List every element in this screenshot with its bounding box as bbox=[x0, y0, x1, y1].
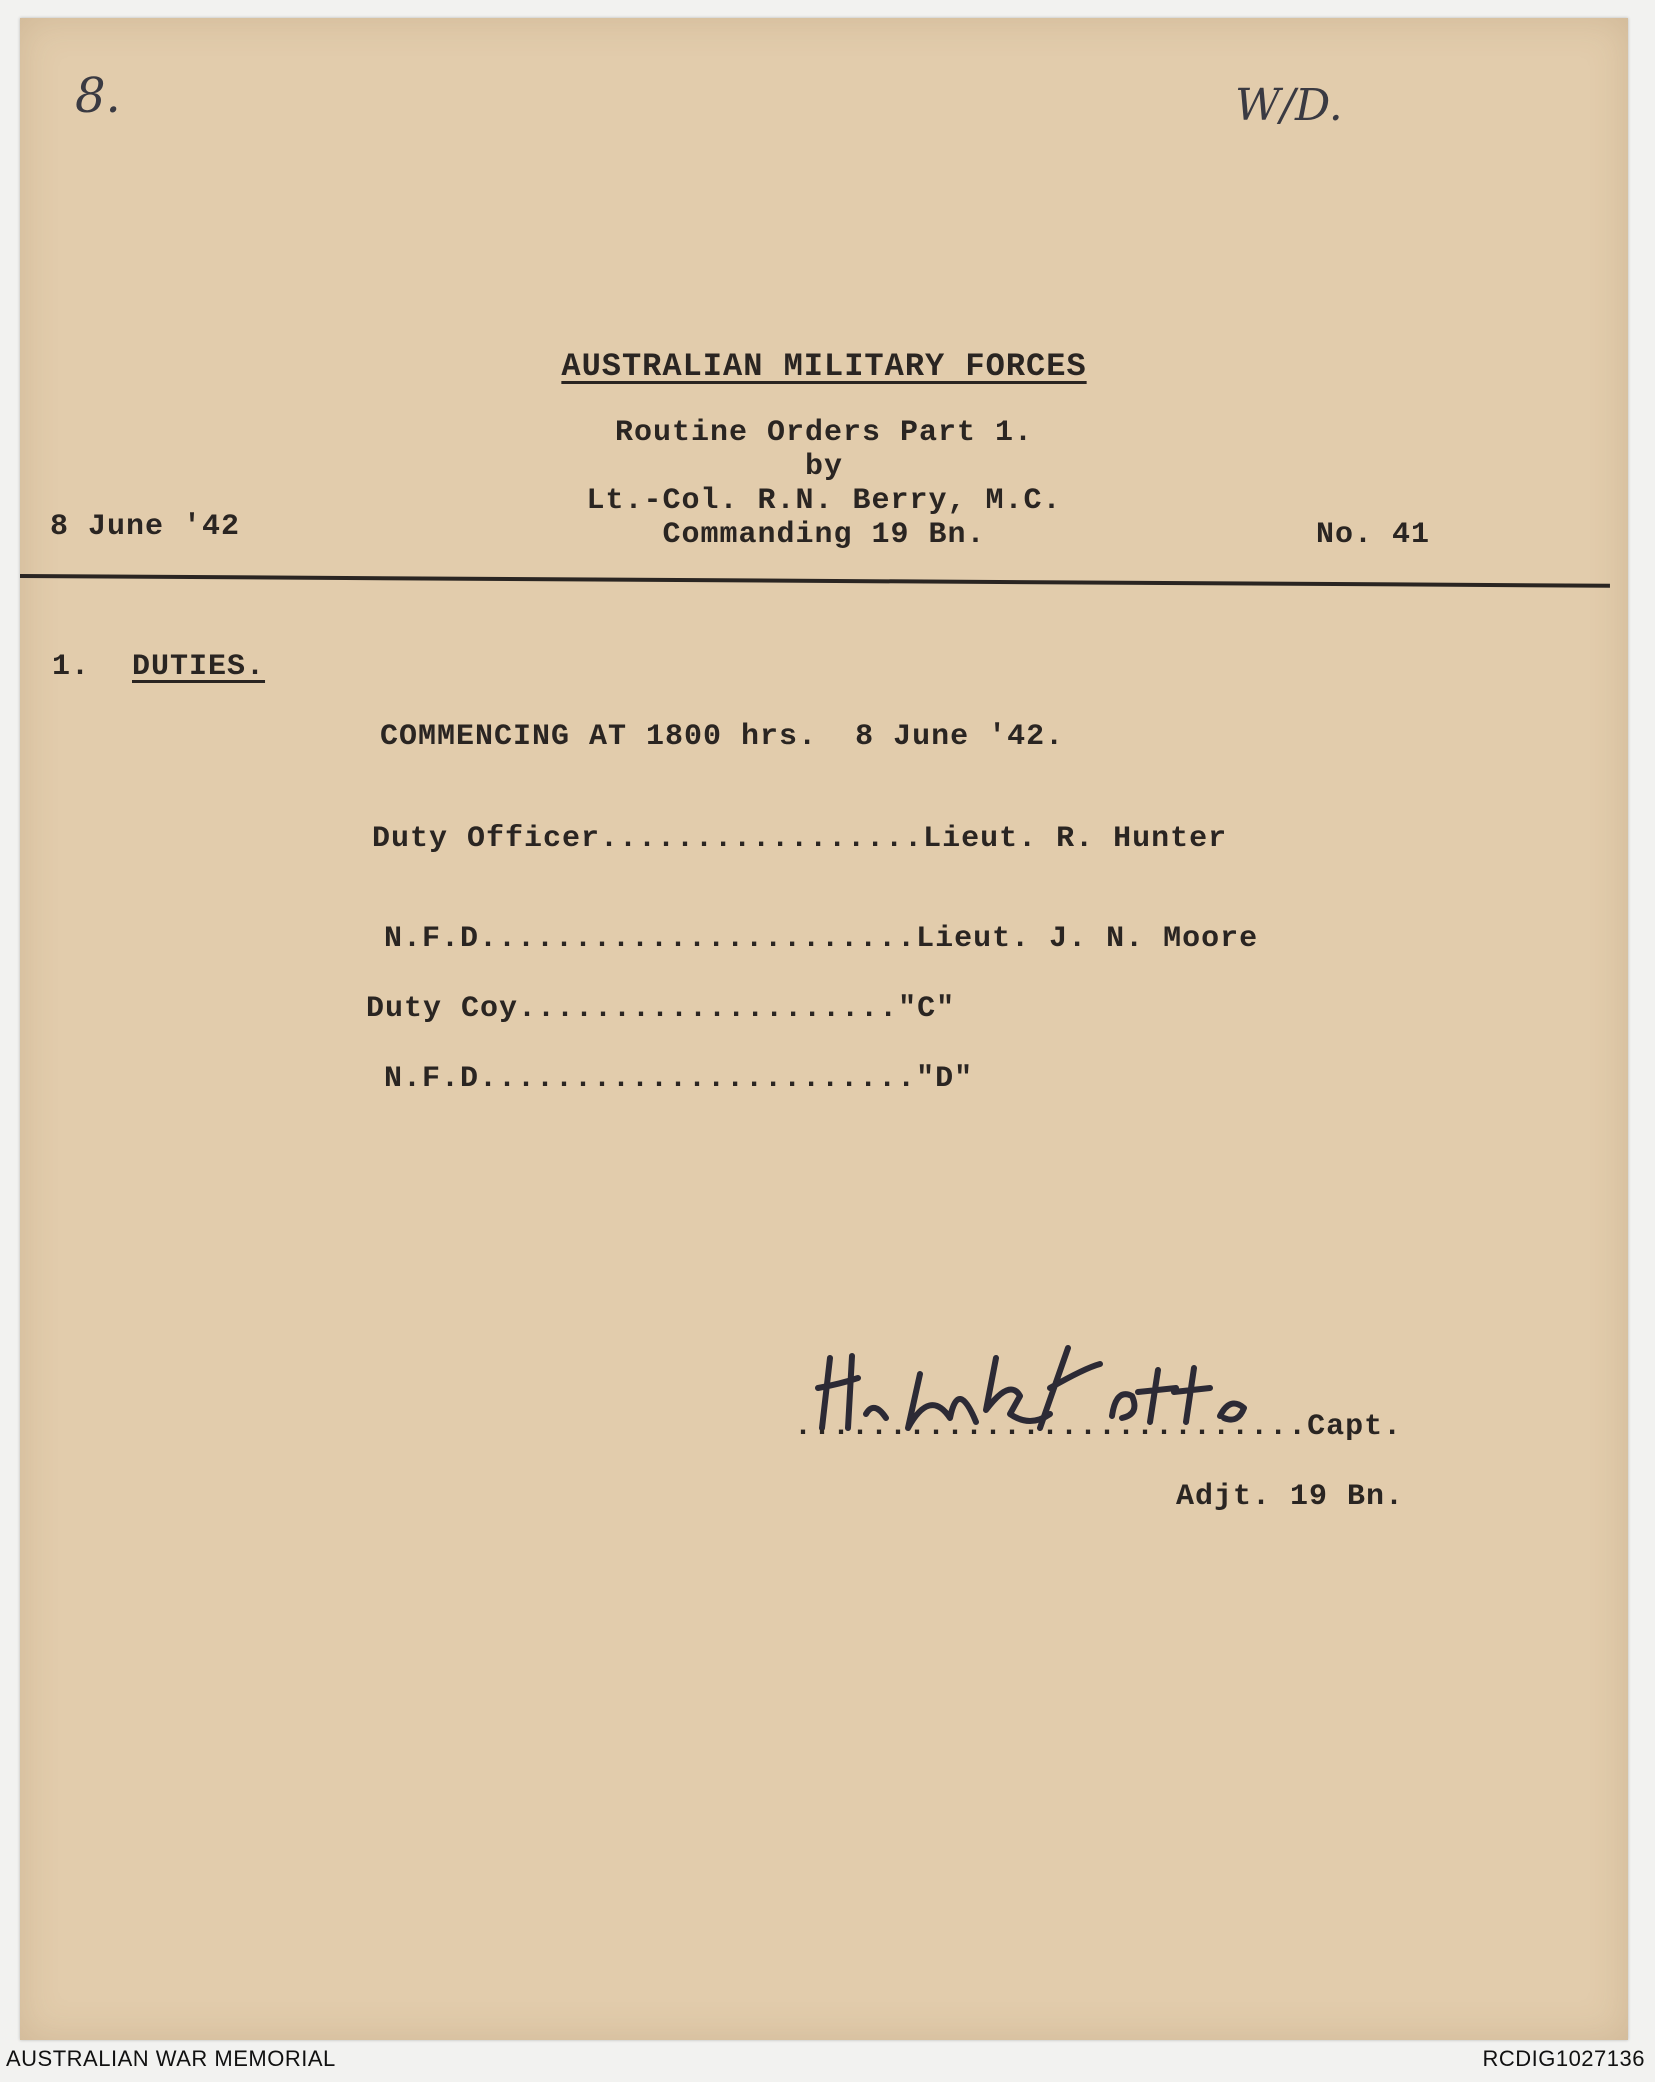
duty-row bbox=[384, 922, 1258, 956]
duty-row-label: N.F.D. bbox=[384, 922, 499, 956]
footer-record-id: RCDIG1027136 bbox=[1482, 2046, 1645, 2071]
duty-row-label: Duty Coy bbox=[366, 992, 519, 1026]
order-number: No. 41 bbox=[1316, 518, 1431, 552]
rank-label: Capt. bbox=[1307, 1410, 1403, 1444]
duty-row-leader: ...................... bbox=[498, 922, 917, 956]
handwritten-folio-number: 8. bbox=[75, 68, 121, 124]
signature-line bbox=[794, 1410, 1402, 1444]
duty-row bbox=[384, 1062, 973, 1096]
order-date: 8 June '42 bbox=[50, 510, 241, 544]
unit-line: Commanding 19 Bn. bbox=[662, 518, 986, 552]
duty-row bbox=[366, 992, 955, 1026]
routine-orders-line: Routine Orders Part 1. bbox=[614, 416, 1034, 450]
duty-row-label: N.F.D. bbox=[384, 1062, 499, 1096]
appointment-line: Adjt. 19 Bn. bbox=[1176, 1480, 1405, 1514]
duty-row-value: Lieut. J. N. Moore bbox=[916, 922, 1259, 956]
duty-row-leader: ...................... bbox=[498, 1062, 917, 1096]
commencing-line: COMMENCING AT 1800 hrs. 8 June '42. bbox=[380, 720, 1065, 754]
signature-leader: ........................... bbox=[794, 1410, 1308, 1444]
duty-row-value: "D" bbox=[916, 1062, 974, 1096]
header-rule bbox=[20, 574, 1610, 588]
commander-line: Lt.-Col. R.N. Berry, M.C. bbox=[586, 484, 1062, 518]
duty-row-value: Lieut. R. Hunter bbox=[923, 822, 1228, 856]
handwritten-wd-note: W/D. bbox=[1235, 80, 1343, 131]
document-title: AUSTRALIAN MILITARY FORCES bbox=[561, 348, 1087, 385]
duty-row-label: Duty Officer bbox=[372, 822, 601, 856]
section-heading: DUTIES. bbox=[132, 650, 266, 684]
duty-row bbox=[372, 822, 1227, 856]
duty-row-value: "C" bbox=[898, 992, 956, 1026]
section-number: 1. bbox=[52, 650, 91, 684]
duty-row-leader: .................... bbox=[518, 992, 899, 1026]
duty-row-leader: ................. bbox=[600, 822, 924, 856]
document-page bbox=[20, 18, 1628, 2040]
by-line: by bbox=[804, 450, 843, 484]
footer-archive-name: AUSTRALIAN WAR MEMORIAL bbox=[6, 2046, 336, 2071]
